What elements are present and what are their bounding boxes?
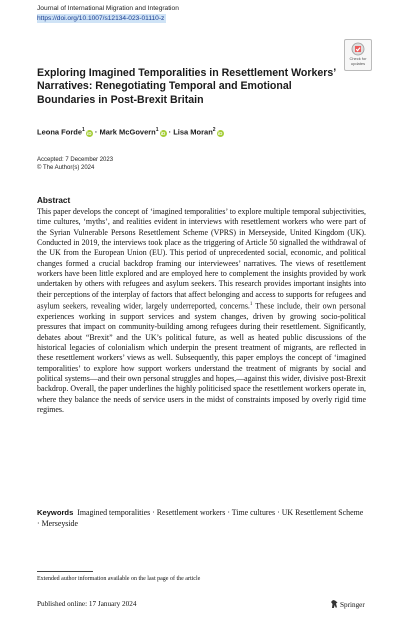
check-for-updates-label: Check for updates	[349, 56, 367, 66]
check-for-updates-icon	[351, 42, 365, 56]
orcid-icon[interactable]: iD	[87, 130, 92, 136]
check-for-updates-badge[interactable]	[344, 39, 372, 71]
journal-name: Journal of International Migration and Integration	[37, 5, 179, 12]
author-info-footnote: Extended author information available on the last page of the article	[37, 576, 201, 582]
publisher-name: Springer	[340, 601, 365, 609]
author-name[interactable]: Lisa Moran	[173, 127, 213, 137]
published-online-date: Published online: 17 January 2024	[37, 600, 137, 608]
keywords-list: Imagined temporalities · Resettlement workers · Time cultures · UK Resettlement Scheme · Merseyside	[37, 508, 364, 528]
keywords-label: Keywords	[37, 508, 74, 517]
article-title: Exploring Imagined Temporalities in Resettlement Workers’ Narratives: Renegotiating Temporal and Emotional Boundaries in Post-Brexit Britain	[37, 67, 336, 106]
keywords-section	[37, 508, 366, 529]
publisher-logo	[330, 599, 365, 609]
author-list: Leona Forde$^1$ iD · Mark McGovern$^1$ iD · Lisa Moran$^2$ iD	[37, 127, 223, 137]
copyright-notice: © The Author(s) 2024	[37, 165, 95, 171]
abstract-heading: Abstract	[37, 196, 71, 205]
footnote-divider	[37, 571, 93, 572]
abstract-body: This paper develops the concept of ‘imagined temporalities’ to explore multiple temporal subjectivities, time cultures, ‘myths’, and realities evident in interviews with resettlement workers who were part of the Syrian Vulnerable Persons Resettlement Scheme (VPRS) in Merseyside, United Kingdom (UK). Conducted in 2019, the interviews took place as the triggering of Article 50 signalled the withdrawal of the UK from the European Union (EU). This period of unprecedented social, economic, and political changes formed a crucial backdrop framing our interviewees’ narratives. The views of resettlement workers have been little explored and are employed here to complement the insights provided by work undertaken by others with refugees and asylum seekers. This research provides important insights into their perceptions of the interplay of factors that affect belonging and access to supports for refugees and asylum seekers, revealing wider, largely underreported, concerns.$^1$ These include, their own personal experiences working in support services and system changes, driven by growing socio-political pressures that impact on community-building among refugees during their resettlement. Significantly, debates about “Brexit” and the UK’s political future, as well as heated public discussions of the historical legacies of colonialism which underpin the present treatment of migrants, are reflected in these resettlement workers’ views as well. Subsequently, this paper employs the concept of ‘imagined temporalities’ to explore how support workers understand the treatment of migrants by social and political systems—and their own personal struggles and hopes,—against this wider, divisive post-Brexit backdrop. Overall, the paper underlines the highly politicised space the resettlement workers operate in, where they balance the needs of service users in the midst of constraints imposed by overly rigid time regimes.	[37, 207, 366, 415]
springer-horse-icon	[330, 599, 339, 609]
author-name[interactable]: Leona Forde	[37, 127, 83, 137]
author-name[interactable]: Mark McGovern	[99, 127, 156, 137]
doi-link[interactable]: https://doi.org/10.1007/s12134-023-01110-z	[37, 15, 165, 22]
orcid-icon[interactable]: iD	[160, 130, 166, 136]
accepted-date: Accepted: 7 December 2023	[37, 157, 114, 163]
orcid-icon[interactable]: iD	[217, 130, 223, 136]
